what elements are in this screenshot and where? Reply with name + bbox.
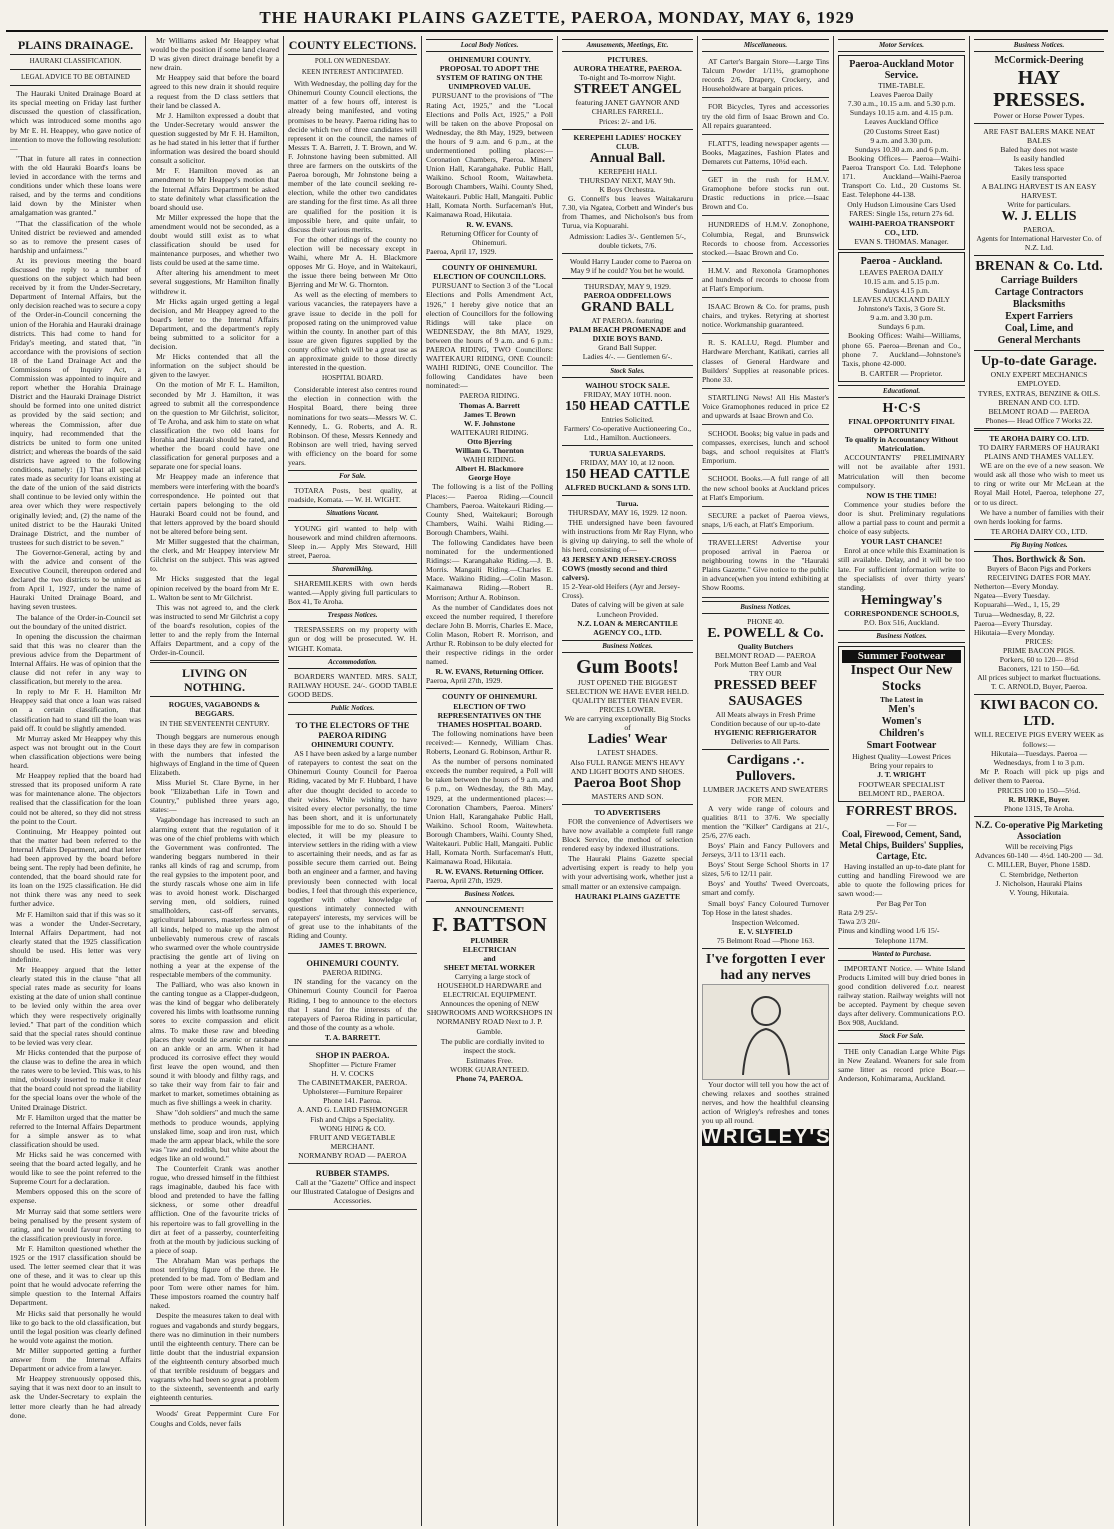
wood-price-line: Tawa 2/3 20/- <box>838 917 881 927</box>
business-notices-heading-8: Business Notices. <box>974 39 1104 52</box>
paragraph: Though beggars are numerous enough in these days they are few in comparison with the numbers that infested the highways of England in the time of Queen Elizabeth. <box>150 731 279 777</box>
riding-name: WAIHI RIDING. <box>463 455 516 465</box>
trade-line: and <box>483 953 496 963</box>
paragraph: As well as the electing of members to various vacancies, the ratepayers have a grave issue to decide in the poll for proposed rating on the unimproved value within the county. In another part of this issue are given figures supplied by the county office which will be a great use as an approximate guide to those directly interested in the question. <box>288 290 417 373</box>
shop-line: FRUIT AND VEGETABLE MERCHANT. <box>309 1132 396 1151</box>
shop-line: H. V. COCKS <box>331 1069 374 1079</box>
electors-notice: TO THE ELECTORS OF THE PAEROA RIDING OHINEMURI COUNTY. AS I have been asked by a large number of ratepayers to contest the seat on the Ohinemuri County Council for Paeroa Riding, vacated by Mr F. Hubbard, I have after due thought decided to accede to their wishes. While wishing to have visited every elector personally, the time has been short, and it is unfortunately impossible for me to do so. Should I be elected, it will be my pleasure to interview settlers in the riding with a view to ascertaining their needs, and as far as possible secure them carried out. Being both an engineer and a farmer, and having previously been connected with local bodies, I feel that through this experience, together with other knowledge of questions intimately connected with ratepayers' interests, my services will be of great use to the inhabitants of the Riding and County. JAMES T. BROWN. <box>288 718 417 954</box>
feature-line: Baled hay does not waste <box>1000 145 1078 155</box>
wood-price-line: Pinus and kindling wood 1/6 15/- <box>838 926 940 936</box>
masthead: THE HAURAKI PLAINS GAZETTE, PAEROA, MONDAY, MAY 6, 1929 <box>6 6 1108 32</box>
timetable-line: Sundays 6 p.m. <box>878 322 925 332</box>
timetable-line: LEAVES PAEROA DAILY <box>859 267 944 277</box>
woman-illustration-icon <box>702 984 829 1080</box>
paragraph: Mr Heappey said that before the board agreed to this new drain it should require a request from the D class settlers that their land be classed A. <box>150 73 279 110</box>
classified-text: TRESPASSERS on my property with gun or dog will be prosecuted. W. H. WIGHT. Komata. <box>288 625 417 653</box>
paragraph: Considerable interest also centres round the election in connection with the Hospital Board, there being three nominations for two seats—Messrs W. C. Kennedy, L. G. Roberts, and A. R. Robinson. Of these, Messrs Kennedy and Robinson are well tried, having served with efficiency on the board for some years. <box>288 385 417 468</box>
paragraph: Miss Muriel St. Clare Byrne, in her book "Elizabethan Life in Town and Country," published three years ago, states:— <box>150 778 279 815</box>
misc-item-text: ISAAC Brown & Co. for prams, push chairs, and trykes. Retyring at shortest notice. Workmanship guaranteed. <box>702 302 829 330</box>
article-title-living: LIVING ON NOTHING. <box>150 666 279 697</box>
paragraph: At its previous meeting the board discussed the reply to a number of questions on the subject which had been received by it from the Under-Secretary, Department of Internal Affairs, but the only decision reached was to secure a copy of the Order-in-Council concerning the union of the Horahia and Hauraki drainage districts. This had come to hand for Friday's meeting, and stated that, "in accordance with the provisions of section 18 of the Land Drainage Act and the Commissions of Inquiry Act, a Commission was appointed to inquire and report whether the Horahia Drainage District and the Hauraki Drainage District should be formed into one united district as provided by the said section; and whereas the Commission, after due inquiry, had recommended that the districts be united to form one united district; and whereas the boards of the said districts have agreed to the following conditions, namely: (1) That all special rates made as security for loans existing at the date of the union of the said districts shall continue to be levied only within the area over which they were respectively originally levied; and, (2) the name of the united district to be the Hauraki United Drainage District, and the number of trustees for such district to be seven." <box>10 255 141 547</box>
column-3 <box>284 36 422 1526</box>
shop-line: The CABINETMAKER, PAEROA. <box>297 1078 408 1088</box>
paragraph: Mr J. Hamilton expressed a doubt that the Under-Secretary would answer the question suggested by Mr F. H. Hamilton, as he had stated in his letter that if further information was desired the board should consult a solicitor. <box>150 110 279 166</box>
classified-text: TOTARA Posts, best quality, at roadside, Komata. — W. H. WIGHT. <box>288 486 417 505</box>
paragraph: Mr Heappey strenuously opposed this, saying that it was next door to an insult to ask the Under-Secretary to explain the letter more clearly than he had already done. <box>10 1374 141 1420</box>
motor-services-heading: Motor Services. <box>838 39 965 52</box>
timetable-line: Johnstone's Taxis, 3 Gore St. <box>857 304 946 314</box>
business-notices-heading: Business Notices. <box>426 888 553 901</box>
article-sub-hospital: HOSPITAL BOARD. <box>321 374 384 383</box>
article-body-continued <box>150 36 279 657</box>
amusements-heading: Amusements, Meetings, Etc. <box>562 39 693 52</box>
forrest-bros: FORREST BROS. <box>846 803 957 819</box>
barrett-notice: OHINEMURI COUNTY. PAEROA RIDING. IN standing for the vacancy on the Ohinemuri County Council for Paeroa Riding, I beg to announce to the electors that I stand for the interests of the ratepayers of Paeroa Riding in particular, and those of the county as a whole. T. A. BARRETT. <box>288 956 417 1046</box>
paragraph: Mr Miller supported getting a further answer from the Internal Affairs Department or advice from a lawyer. <box>10 1345 141 1374</box>
column-4: Local Body Notices. OHINEMURI COUNTY. PROPOSAL TO ADOPT THE SYSTEM OF RATING ON THE UNIMPROVED VALUE. PURSUANT to the provisions of "The Rating Act, 1925," and the "Local Elections and Polls Act, 1925," a Poll will be taken on the above Proposal on Wednesday, the 8th May, 1929, between the hours of 9 a.m. and 6 p.m., at the undermentioned polling places:—Coronation Chambers, Paeroa. Miners' Union Hall, Karangahake. Public Hall, Waikino. School Room, Waitawheta. Borough Chambers, Waihi. County Shed, Waitekauri. Public Hall, Mangaiti. Public Hall, Komata North. Surfaceman's Hut, Kaimanawa Road, Hikutaia. R. W. EVANS. Returning Officer for County of Ohinemuri. Paeroa, April 17, 1929. COUNTY OF OHINEMURI. ELECTION OF COUNCILLORS. PURSUANT to Section 3 of the "Local Elections and Polls Amendment Act, 1926," I hereby give notice that an election of Councillors for the following Ridings will take place on WEDNESDAY, the 8th MAY, 1929, between the hours of 9 a.m. and 6 p.m.: PAEROA RIDING, TWO Councillors: WAITEKAURI RIDING, ONE Council: WAIHI RIDING, ONE Councillor. The following Candidates have been nominated:— PAEROA RIDING. Thomas A. Barrett James T. Brown W. F. Johnstone WAITEKAURI RIDING. Otto Bjerring William G. Thornton WAIHI RIDING. Albert H. Blackmore George Hoye The following is a list of the Polling Places:— Paeroa Riding.—Council Chambers, Paeroa. Waitekauri Riding.— County Shed, Waitekauri; Borough Chambers, Waihi. Waihi Riding.—Borough Chambers, Waihi. The following Candidates have been nominated for the undermentioned Ridings:— Karangahake Riding.—J. B. Morris. Mangaiti Riding.—Charles E. Mace. Waikino Riding.—Colin Mason. Kaimanawa Riding.—Robert R. Morrison; Arthur A. Robinson. As the number of Candidates does not exceed the number required, I therefore declare John B. Morris, Charles E. Mace, Colin Mason, Robert R. Morrison, and Arthur R. Robinson to be duly elected for their respective ridings in the order named. R. W. EVANS, Returning Officer. Paeroa, April 27th, 1929. COUNTY OF OHINEMURI. ELECTION OF TWO REPRESENTATIVES ON THE THAMES HOSPITAL BOARD. The following nominations have been received:— Kennedy, William Chas. Roberts, Leonard G. Robinson, Arthur R. As the number of persons nominated exceeds the number required, a Poll will be taken between the hours of 9 a.m. and 6 p.m., on Wednesday, the 8th May, 1929, at the undermentioned places:— Coronation Chambers, Paeroa. Miners' Union Hall, Karangahake Public Hall, Waikino. School Room, Waitewheta. Borough Chambers, Waihi. County Shed, Waitekauri. Public Hall, Mangaiti. Public Hall, Komata North. Surfaceman's Hutt, Kaimanawa Road, Hikutaia. R. W. EVANS. Returning Officer. Paeroa, April 27th, 1929. Business Notices. ANNOUNCEMENT! F. BATTSON PLUMBER ELECTRICIAN and SHEET METAL WORKER Carrying a large stock of HOUSEHOLD HARDWARE and ELECTRICAL EQUIPMENT. Announces the opening of NEW SHOWROOMS AND WORKSHOPS IN NORMANBY ROAD Next to J. P. Gamble. The public are cordially invited to inspect the stock. Estimates Free. WORK GUARANTEED. Phone 74, PAEROA. <box>422 36 558 1526</box>
wrigleys-logo: WRIGLEY'S <box>702 1125 832 1148</box>
paragraph: After altering his amendment to meet several suggestions, Mr Hamilton finally withdrew it. <box>150 268 279 296</box>
paragraph: Continuing, Mr Heappey pointed out that the matter had been referred to the Internal Affairs Department, and that letter had been approved by the board before being sent. The reply had been definite, he contended, that the board should rate for its loan on the 1925 classification. He did not think there was any need to seek further advice. <box>10 826 141 909</box>
paragraph: With Wednesday, the polling day for the Ohinemuri County Council elections, the matter of a few hours off, interest is already being manifested, and voting promises to be heavy. Paeroa riding has to decide which two of three candidates will represent it on the council, the names of Messrs T. A. Barrett, J. T. Brown, and W. F. Johnstone having been submitted. All three are farmers on the outskirts of the Paeroa borough, Mr Johnstone being a member of the late council seeking re-election, while the other two candidates are standing for the first time. As all three are qualified for the position it is impossible here, and quite unfair, to discuss their various merits. <box>288 79 417 234</box>
wood-price-line: Rata 2/9 25/- <box>838 908 878 918</box>
motor-service-ad: Paeroa-Auckland Motor Service. TIME-TABLE. Leaves Paeroa Daily 7.30 a.m., 10.15 a.m. and 5.30 p.m. Sundays 10.15 a.m. and 4.15 p.m. Leaves Auckland Office (20 Customs Street East) 9 a.m. and 3.30 p.m. Sundays 10.30 a.m. and 6 p.m. Booking Offices— Paeroa—Waihi-Paeroa Transport Co. Ltd. Telephone 171. Auckland—Waihi-Paeroa Transport Co. Ltd., 20 Customs St. East. Telephone 44-138. Only Hudson Limousine Cars Used FARES: Single 15s, return 27s 6d. WAIHI-PAEROA TRANSPORT CO., LTD. EVAN S. THOMAS. Manager. <box>838 55 965 250</box>
paragraph: Mr F. Hamilton moved as an amendment to Mr Heappey's motion that the Internal Affairs Department be asked to state definitely what classification the board should use. <box>150 166 279 212</box>
receiving-date: Turua—Wednesday, 8, 22. <box>974 609 1055 619</box>
paragraph: Mr Hicks contended that the purpose of the clause was to define the area in which the rates were to be levied. This was, to his mind, obviously inserted to make it clear that the board could not spread the liability for the special loans over the whole of the United Drainage District. <box>10 1047 141 1112</box>
misc-item-text: HUNDREDS of H.M.V. Zonophone, Columbia, Regal, and Brunswick Records to choose from. Accessories stocked.—Isaac Brown and Co. <box>702 220 829 257</box>
article-sub-interest: KEEN INTEREST ANTICIPATED. <box>301 68 404 77</box>
paragraph: Mr F. Hamilton said that if this was so it was a wonder the Under-Secretary, Internal Affairs Department, had not clearly stated that the 1925 classification should be used. His letter was very indefinite. <box>10 909 141 964</box>
column-2 <box>146 36 284 1526</box>
article-title-elections: COUNTY ELECTIONS. <box>288 38 417 55</box>
misc-item <box>702 300 829 334</box>
shop-line: Fish and Chips a Speciality. <box>310 1114 395 1124</box>
misc-item <box>702 391 829 425</box>
paragraph: The Hauraki United Drainage Board at its special meeting on Friday last further discussed the question of classification, which was introduced some months ago by Mr E. H. Heappey, who gave notice of intention to move the following resolution:— <box>10 89 141 153</box>
paragraph: In reply to Mr F. H. Hamilton Mr Heappey said that once a loan was raised on a certain classification, that classification had to stand till the loan was paid off. It could be slightly amended. <box>10 687 141 733</box>
hay-presses-heading: HAY PRESSES. <box>993 67 1085 112</box>
paragraph: "That in future all rates in connection with the old Hauraki Board's loans be levied in accordance with the terms and conditions under which these loans were raised, and by the terms and conditions laid down by the Minister when amalgamation was granted." <box>10 153 141 218</box>
timetable-line: 9 a.m. and 3.30 p.m. <box>870 135 933 145</box>
footer-note: Woods' Great Peppermint Cure For Coughs and Colds, never fails <box>150 1409 279 1428</box>
misc-item-text: FLATT'S, leading newspaper agents — Books, Magazines, Fashion Plates and Demarets cut Patterns, 10½d each. <box>702 138 829 166</box>
cardigans-heading: Cardigans .·. Pullovers. <box>726 753 805 785</box>
trade-line: PLUMBER <box>470 935 509 945</box>
timetable-line: (20 Customs Street East) <box>863 126 940 136</box>
brenan-line: General Merchants <box>997 335 1081 347</box>
paragraph: Mr Hicks said he was concerned with seeing that the board acted legally, and he would like to see the point referred to the Supreme Court for a declaration. <box>10 1149 141 1187</box>
candidate-name: William G. Thornton <box>455 446 524 456</box>
column-5: Amusements, Meetings, Etc. PICTURES. AURORA THEATRE, PAEROA. To-night and To-morrow Night. STREET ANGEL featuring JANET GAYNOR AND CHARLES FARRELL. Prices: 2/- and 1/6. KEREPEHI LADIES' HOCKEY CLUB. Annual Ball. KEREPEHI HALL THURSDAY NEXT, MAY 9th. K Boys Orchestra. G. Connell's bus leaves Waitakaruru 7.30, via Ngatea, Corbett and Winder's bus from Thames, and Nicholson's bus from Turua, via Kopuarahi. Admission: Ladies 3/-. Gentlemen 5/-, double tickets, 7/6. Would Harry Lauder come to Paeroa on May 9 if he could? You bet he would. THURSDAY, MAY 9, 1929. PAEROA ODDFELLOWS GRAND BALL AT PAEROA. featuring PALM BEACH PROMENADE and DIXIE BOYS BAND. Grand Ball Supper. Ladies 4/-. — Gentlemen 6/-. Stock Sales. WAIHOU STOCK SALE. FRIDAY, MAY 10TH. noon. 150 HEAD CATTLE Entries Solicited. Farmers' Co-operative Auctioneering Co., Ltd., Hamilton. Auctioneers. TURUA SALEYARDS. FRIDAY, MAY 10, at 12 noon. 150 HEAD CATTLE ALFRED BUCKLAND & SONS LTD. Turua. THURSDAY, MAY 16, 1929. 12 noon. THE undersigned have been favoured with instructions from Mr Ray Flynn, who is giving up dairying, to sell the whole of his herd, consisting of— 43 JERSEY AND JERSEY-CROSS COWS (mostly second and third calvers). 15 2-Year-old Heifers (Ayr and Jersey-Cross). Dates of calving will be given at sale Luncheon Provided. N.Z. LOAN & MERCANTILE AGENCY CO., LTD. Business Notices. Gum Boots! JUST OPENED THE BIGGEST SELECTION WE HAVE EVER HELD. QUALITY BETTER THAN EVER. PRICES LOWER. We are carrying exceptionally Big Stocks of Ladies' Wear LATEST SHADES. Also FULL RANGE MEN'S HEAVY AND LIGHT BOOTS AND SHOES. Paeroa Boot Shop MASTERS AND SON. TO ADVERTISERS FOR the convenience of Advertisers we have now available a complete full range Block Service, the method of selection rendered easy by indexed illustrations. The Hauraki Plains Gazette special advertising expert is ready to help you with your advertising work, whether just a small matter or an extensive campaign. HAURAKI PLAINS GAZETTE <box>558 36 698 1526</box>
candidate-name: James T. Brown <box>463 409 516 419</box>
public-notices-heading: Public Notices. <box>288 702 417 715</box>
powell-name: E. POWELL & Co. <box>707 625 824 641</box>
classified-text: YOUNG girl wanted to help with housework and mind children afternoons. Sleep in.— Apply Mrs Steward, Hill street, Paeroa. <box>288 523 417 560</box>
timetable-line: Sundays 10.30 a.m. and 6 p.m. <box>854 144 949 154</box>
misc-item-text: STARTLING News! All His Master's Voice Gramophones reduced in price £2 and upwards at Isaac Brown and Co. <box>702 392 829 420</box>
classified-heading: Sharemilking. <box>288 563 417 576</box>
paragraph: On the motion of Mr F. L. Hamilton, seconded by Mr J. Hamilton, it was agreed to submit all the correspondence on the question to Mr Gilchrist, solicitor, of Te Aroha, and ask him to state on what classification the two old loans for Horahia and Hauraki should be rated, and whether the board could have one classification for general purposes and a separate one for special loans. <box>150 380 279 472</box>
classified-heading: For Sale. <box>288 470 417 483</box>
misc-item <box>702 100 829 134</box>
article-subhead: LEGAL ADVICE TO BE OBTAINED <box>21 73 130 82</box>
brenan-heading: BRENAN & Co. Ltd. <box>975 259 1103 275</box>
paragraph: Members opposed this on the score of expense. <box>10 1187 141 1206</box>
timetable-line: 10.15 a.m. and 5.15 p.m. <box>863 276 940 286</box>
paragraph: The Palliard, who was also known in the canting tongue as a Clapper-dudgeon, was the kind of beggar who deliberately covered his limbs with loathsome running sores to excite compassion and elicit alms. To make these raw and bleeding places they would tie arsenic or ratsbane on an ankle or an arm. When it had produced its corrosive effect they would first leave the open wound, and then sound it with bloody and filthy rags, and so take their way from fair to fair and market to market, sometimes obtaining as much as five shillings a week in charity. <box>150 980 279 1108</box>
paragraph: For the other ridings of the county no election will be necessary except in Waihi, where Mr A. H. Blackmore opposes Mr G. Hoye, and in Waitekauri, the issue there being between Mr Otto Bjerring and Mr W. G. Thornton. <box>288 234 417 290</box>
brenan-line: Blacksmiths <box>1012 299 1066 311</box>
paragraph: "That the classification of the whole United district be reviewed and amended so as to remove the present cases of hardship and unfairness." <box>10 218 141 255</box>
article-sub-poll: POLL ON WEDNESDAY. <box>314 57 391 65</box>
paeroa-auckland-ad: Paeroa - Auckland. LEAVES PAEROA DAILY 10.15 a.m. and 5.15 p.m. Sundays 4.15 p.m. LEAVES AUCKLAND DAILY Johnstone's Taxis, 3 Gore St. 9 a.m. and 3.30 p.m. Sundays 6 p.m. Booking Offices: Waihi—Williams, phone 65. Paeroa—Brenan and Co., phone 7. Auckland—Johnstone's Taxis, phone 42-000. B. CARTER — Proprietor. <box>838 252 965 382</box>
trade-line: SHEET METAL WORKER <box>443 962 536 972</box>
brenan-line: Expert Farriers <box>1005 311 1073 323</box>
misc-item-text: SECURE a packet of Paeroa views, snaps, 1/6 each, at Flatt's Emporium. <box>702 510 829 529</box>
misc-item <box>702 173 829 216</box>
classified-text: SHAREMILKERS with own herds wanted.—Apply giving full particulars to Box 41, Te Aroha. <box>288 578 417 607</box>
paragraph: Mr Miller suggested that the chairman, the clerk, and Mr Heappey interview Mr Gilchrist on the subject. This was agreed to. <box>150 537 279 574</box>
brenan-line: Cartage Contractors <box>994 287 1084 299</box>
misc-item <box>702 536 829 598</box>
classified-heading: Situations Vacant. <box>288 507 417 520</box>
misc-item-text: GET in the rush for H.M.V. Gramophone before stocks run out. Drastic reductions in price.—Isaac Brown and Co. <box>702 175 829 212</box>
misc-item-text: R. S. KALLU, Regd. Plumber and Hardware Merchant, Katikati, carries all classes of General Hardware and Builders' Supplies at reasonable prices. Phone 33. <box>702 338 829 384</box>
feature-line: Takes less space <box>1014 163 1064 173</box>
misc-item-text: AT Carter's Bargain Store—Large Tins Talcum Powder 1/11½, gramophone records 2/6, Drapery, Crockery, and Householdware at bargain prices. <box>702 57 829 94</box>
misc-item-text: SCHOOL Books.—A full range of all the new school books at Auckland prices at Flatt's Emporium. <box>702 474 829 502</box>
misc-item <box>702 137 829 171</box>
misc-item-text: SCHOOL Books; big value in pads and compasses, exercises, lunch and school bags, and school requisites at Flatt's Emporium. <box>702 429 829 466</box>
feature-line: Is easily handled <box>1013 154 1065 164</box>
misc-item <box>702 218 829 261</box>
shop-line: WONG HING & CO. <box>319 1123 386 1133</box>
paragraph: Despite the measures taken to deal with rogues and vagabonds and sturdy beggars, there was no diminution in their numbers until the eighteenth century. There can be little doubt that the industrial expansion of the eighteenth century absorbed much of that terrible residuum of beggars and vagrants who had been so great a problem to the sixteenth, seventeenth and early eighteenth centuries. <box>150 1311 279 1403</box>
footwear-line: Smart Footwear <box>866 740 937 752</box>
shop-line: Upholsterer—Furniture Repairer <box>302 1087 403 1097</box>
receiving-date: Kopuarahi—Wed., 1, 15, 29 <box>974 600 1060 610</box>
classified-heading: Accommodation. <box>288 656 417 669</box>
receiving-date: Netherton—Every Monday. <box>974 582 1059 592</box>
candidate-name: Otto Bjerring <box>467 436 512 446</box>
riding-name: WAITEKAURI RIDING. <box>450 427 529 437</box>
paragraph: Mr Heappey replied that the board had stressed that its proposed uniform A rate was for maintenance alone. The objectors realised that the classification for the loan could not be altered, so they did not stress the point to the Court. <box>10 771 141 826</box>
summer-footwear-ad: Summer Footwear Inspect Our New Stocks The Latest in Men's Women's Children's Smart Footwear Highest Quality—Lowest Prices Bring your repairs to J. T. WRIGHT FOOTWEAR SPECIALIST BELMONT RD., PAEROA. <box>838 646 965 802</box>
shop-line: A. AND G. LAIRD FISHMONGER <box>297 1105 408 1115</box>
candidate-name: George Hoye <box>468 473 511 483</box>
timetable-line: 7.30 a.m., 10.15 a.m. and 5.30 p.m. <box>847 99 956 109</box>
footwear-line: Children's <box>879 728 924 740</box>
article-body-elections <box>288 79 417 372</box>
paragraph: The Abraham Man was perhaps the most terrifying figure of the three. He pretended to be mad. Tom o' Bedlam and poor Tom were other names for him. These impostors roamed the country half naked. <box>150 1255 279 1311</box>
ridings-list <box>426 391 553 482</box>
timetable-line: Sundays 4.15 p.m. <box>873 285 930 295</box>
candidate-name: Thomas A. Barrett <box>459 400 520 410</box>
column-7: Motor Services. Paeroa-Auckland Motor Service. TIME-TABLE. Leaves Paeroa Daily 7.30 a.m., 10.15 a.m. and 5.30 p.m. Sundays 10.15 a.m. and 4.15 p.m. Leaves Auckland Office (20 Customs Street East) 9 a.m. and 3.30 p.m. Sundays 10.30 a.m. and 6 p.m. Booking Offices— Paeroa—Waihi-Paeroa Transport Co. Ltd. Telephone 171. Auckland—Waihi-Paeroa Transport Co. Ltd., 20 Customs St. East. Telephone 44-138. Only Hudson Limousine Cars Used FARES: Single 15s, return 27s 6d. WAIHI-PAEROA TRANSPORT CO., LTD. EVAN S. THOMAS. Manager. Paeroa - Auckland. LEAVES PAEROA DAILY 10.15 a.m. and 5.15 p.m. Sundays 4.15 p.m. LEAVES AUCKLAND DAILY Johnstone's Taxis, 3 Gore St. 9 a.m. and 3.30 p.m. Sundays 6 p.m. Booking Offices: Waihi—Williams, phone 65. Paeroa—Brenan and Co., phone 7. Auckland—Johnstone's Taxis, phone 42-000. B. CARTER — Proprietor. Educational. H·C·S FINAL OPPORTUNITY FINAL OPPORTUNITY To qualify in Accountancy Without Matriculation. ACCOUNTANTS' PRELIMINARY will not be available after 1931. Matriculation will then become compulsory. NOW IS THE TIME! Commence your studies before the door is shut. Preliminary regulations allow a partial pass to count and permit a choice of easy subjects. YOUR LAST CHANCE! Enrol at once while this Examination is still available. Delay, and it will be too late. For sufficient information write to the specialists of over thirty years' standing. Hemingway's CORRESPONDENCE SCHOOLS, P.O. Box 516, Auckland. Business Notices. Summer Footwear Inspect Our New Stocks The Latest in Men's Women's Children's Smart Footwear Highest Quality—Lowest Prices Bring your repairs to J. T. WRIGHT FOOTWEAR SPECIALIST BELMONT RD., PAEROA. FORREST BROS. — For — Coal, Firewood, Cement, Sand, Metal Chips, Builders' Supplies, Cartage, Etc. Having installed an up-to-date plant for cutting and handling Firewood we are able to quote the following prices for sawn wood:— Per Bag Per Ton Rata 2/9 25/- Tawa 2/3 20/- Pinus and kindling wood 1/6 15/- Telephone 117M. Wanted to Purchase. IMPORTANT Notice. — White Island Products Limited will buy dried bones in good condition delivered f.o.r. nearest railway station. Railway weights will not be accepted. Payment by cheque seven days after delivery. Communications P.O. Box 908, Auckland. Stock For Sale. THE only Canadian Large White Pigs in New Zealand. Weaners for sale from same litter as record price Boar.—Anderson, Kohimarama, Auckland. <box>834 36 970 1526</box>
brenan-line: Carriage Builders <box>1000 275 1078 287</box>
trade-line: ELECTRICIAN <box>462 944 517 954</box>
gum-boots-heading: Gum Boots! <box>576 655 679 678</box>
brenan-line: Coal, Lime, and <box>1004 323 1074 335</box>
misc-item <box>702 509 829 534</box>
paragraph: In opening the discussion the chairman said that this was no clearer than the previous advice from the Department of Internal Affairs. He was of opinion that the clause did not refer in any way to classification, but merely to the area. <box>10 631 141 687</box>
classified-heading: Trespass Notices. <box>288 609 417 622</box>
paragraph: The balance of the Order-in-Council set out the boundary of the united district. <box>10 612 141 631</box>
rubber-stamps-ad: RUBBER STAMPS. Call at the "Gazette" Office and inspect our Illustrated Catalogue of Designs and Accessories. <box>288 1166 417 1210</box>
misc-item <box>702 55 829 98</box>
misc-item <box>702 264 829 298</box>
classifieds <box>288 470 417 699</box>
shop-line: Phone 141. Paeroa. <box>323 1096 382 1106</box>
paragraph: Mr Heappey made an inference that members were interfering with the board's correspondence. He pointed out that certain papers belonging to the old Hauraki Board could not be found, and that letters approved by the board should not be altered before being sent. <box>150 472 279 536</box>
paragraph: Mr F. Hamilton questioned whether the 1925 or the 1917 classification should be used. The letter seemed clear that it was one of these, and it was to clear up this point that he would advocate referring the simple question to the Internal Affairs Department. <box>10 1243 141 1308</box>
timetable-line: Leaves Paeroa Daily <box>870 90 933 100</box>
paragraph: The Governor-General, acting by and with the advice and consent of the Executive Council, thereupon ordered and declared the two districts to be united as from April 1, 1927, under the name of Hauraki United Drainage Board, and having seven trustees. <box>10 547 141 612</box>
column-6: Miscellaneous. AT Carter's Bargain Store—Large Tins Talcum Powder 1/11½, gramophone records 2/6, Drapery, Crockery, and Householdware at bargain prices. FOR Bicycles, Tyres and accessories try the old firm of Isaac Brown and Co. All repairs guaranteed. FLATT'S, leading newspaper agents — Books, Magazines, Fashion Plates and Demarets cut Patterns, 10½d each. GET in the rush for H.M.V. Gramophone before stocks run out. Drastic reductions in price.—Isaac Brown and Co. HUNDREDS of H.M.V. Zonophone, Columbia, Regal, and Brunswick Records to choose from. Accessories stocked.—Isaac Brown and Co. H.M.V. and Rexonola Gramophones and hundreds of records to choose from at Flatt's Emporium. ISAAC Brown & Co. for prams, push chairs, and trykes. Retyring at shortest notice. Workmanship guaranteed. R. S. KALLU, Regd. Plumber and Hardware Merchant, Katikati, carries all classes of General Hardware and Builders' Supplies at reasonable prices. Phone 33. STARTLING News! All His Master's Voice Gramophones reduced in price £2 and upwards at Isaac Brown and Co. SCHOOL Books; big value in pads and compasses, exercises, lunch and school bags, and school requisites at Flatt's Emporium. SCHOOL Books.—A full range of all the new school books at Auckland prices at Flatt's Emporium. SECURE a packet of Paeroa views, snaps, 1/6 each, at Flatt's Emporium. TRAVELLERS! Advertise your proposed arrival in Paeroa or neighbouring towns in the "Hauraki Plains Gazette." Give notice to the public in advance(when you intend exhibiting at Show Rooms. Business Notices. PHONE 40. E. POWELL & Co. Quality Butchers BELMONT ROAD — PAEROA Pork Mutton Beef Lamb and Veal TRY OUR PRESSED BEEF SAUSAGES All Meats always in Fresh Prime Condition because of our up-to-date HYGIENIC REFRIGERATOR Deliveries to All Parts. Cardigans .·. Pullovers. LUMBER JACKETS AND SWEATERS FOR MEN. A very wide range of colours and qualities 8/11 to 37/6. We specially mention the "Kilker" Cardigans at 21/-, 25/6, 27/6 each. Boys' Plain and Fancy Pullovers and Jerseys, 3/11 to 13/11 each. Boys' Stout Serge School Shorts in 17 sizes, 5/6 to 12/11 pair. Boys' and Youths' Tweed Overcoats, smart and comfy. Small boys' Fancy Coloured Turnover Top Hose in the latest shades. Inspection Welcomed. E. V. SLYFIELD 75 Belmont Road —Phone 163. I've forgotten I ever had any nerves Your doctor will tell you how the act of chewing relaxes and soothes strained nerves, and how the healthful cleansing action of Wrigley's refreshes and tones you up all round. WRIGLEY'S <box>698 36 834 1526</box>
timetable-line: LEAVES AUCKLAND DAILY <box>853 295 950 305</box>
film-title: STREET ANGEL <box>573 82 682 98</box>
receiving-date: Ngatea—Every Tuesday. <box>974 591 1050 601</box>
misc-heading: Miscellaneous. <box>702 39 829 52</box>
shop-line: Shopfitter — Picture Framer <box>308 1060 397 1069</box>
paragraph: The Counterfeit Crank was another rogue, who dressed himself in the filthiest rags imaginable, daubed his face with blood and pretended to have the falling sickness, or some other dreadful affliction. One of the favourite tricks of his repertoire was to fall grovelling in the dirt at feet of a passerby, counterfeiting froth at the mouth by judicious sucking of a piece of soap. <box>150 1163 279 1255</box>
paragraph: Mr Miller expressed the hope that the amendment would not be seconded, as a doubt would still exist as to what classification should be used for maintenance purposes, and whether two lists could be used at the same time. <box>150 212 279 268</box>
misc-list <box>702 55 829 597</box>
receiving-date: Paeroa—Every Thursday. <box>974 618 1053 628</box>
paragraph: Mr Hicks suggested that the legal opinion received by the board from Mr E. L. Walton be sent to Mr Gilchrist. <box>150 574 279 602</box>
paragraph: Mr Hicks again urged getting a legal decision, and Mr Heappey agreed to the board's letter to the Internal Affairs Department, and the department's reply being submitted to a solicitor for a decision. <box>150 296 279 352</box>
article-subtitle: HAURAKI CLASSIFICATION. <box>29 57 122 65</box>
shop-line: NORMANBY ROAD — PAEROA <box>298 1150 407 1160</box>
article-body-living <box>150 732 279 1403</box>
paragraph: Mr Hicks said that personally he would like to go back to the old classification, but until the legal position was clearly defined he would vote against the motion. <box>10 1308 141 1345</box>
paragraph: Mr F. Hamilton urged that the matter be referred to the Internal Affairs Department for a simple answer as to what classification should be used. <box>10 1112 141 1149</box>
paragraph: Mr Williams asked Mr Heappey what would be the position if some land cleared D was given direct drainage benefit by a new drain. <box>150 36 279 73</box>
footwear-line: Women's <box>881 716 922 728</box>
paragraph: Vagabondage has increased to such an alarming extent that the regulation of it was one of the chief problems with which the Government was confronted. The wandering beggars numbered in their ranks all kinds of rag and scrump, from the real gypsies to the impotent poor, and the sturdy rascals whose one aim in life was to avoid honest work. Discharged serving men, old soldiers, ruined smallholders, cast-off servants, agricultural labourers, masterless men of all kinds, helped to make up the almost unbelievably numerous crew of rascals who swarmed over the whole countryside practising the gentle art of living on nothing a year at the expense of the respectable members of the community. <box>150 815 279 979</box>
timetable-line: Sundays 10.15 a.m. and 4.15 p.m. <box>849 108 954 118</box>
paragraph: This was not agreed to, and the clerk was instructed to send Mr Gilchrist a copy of the board's resolution, copies of the letter to and the reply from the Internal Affairs Department, and a copy of the Order-in-Council. <box>150 602 279 658</box>
column-8: Business Notices. McCormick-Deering HAY PRESSES. Power or Horse Power Types. ARE FAST BALERS MAKE NEAT BALES Baled hay does not waste Is easily handled Takes less space Easily transported A BALING HARVEST IS AN EASY HARVEST. Write for particulars. W. J. ELLIS PAEROA. Agents for International Harvester Co. of N.Z. Ltd. BRENAN & Co. Ltd. Carriage Builders Cartage Contractors Blacksmiths Expert Farriers Coal, Lime, and General Merchants Up-to-date Garage. ONLY EXPERT MECHANICS EMPLOYED. TYRES, EXTRAS, BENZINE & OILS. BRENAN AND CO. LTD. BELMONT ROAD — PAEROA Phones— Head Office 7 Works 22. TE AROHA DAIRY CO. LTD. TO DAIRY FARMERS OF HAURAKI PLAINS AND THAMES VALLEY. WE are on the eve of a new season. We would ask all those who wish to meet us to ring or write our Mr McLean at the Royal Mail Hotel, Paeroa, telephone 27, or to us direct. We have a number of families with their own herds looking for farms. TE AROHA DAIRY CO., LTD. Pig Buying Notices. Thos. Borthwick & Son. Buyers of Bacon Pigs and Porkers RECEIVING DATES FOR MAY. Netherton—Every Monday. Ngatea—Every Tuesday. Kopuarahi—Wed., 1, 15, 29 Turua—Wednesday, 8, 22. Paeroa—Every Thursday. Hikutaia—Every Monday. PRICES: PRIME BACON PIGS. Porkers, 60 to 120— 8½d Baconers, 121 to 150—6d. All prices subject to market fluctuations. T. C. ARNOLD, Buyer, Paeroa. KIWI BACON CO. LTD. WILL RECEIVE PIGS EVERY WEEK as follows:— Hikutaia—Tuesdays. Paeroa — Wednesdays, from 1 to 3 p.m. Mr P. Roach will pick up pigs and deliver them to Paeroa. PRICES 100 to 150—5½d. R. BURKE, Buyer. Phone 131S, Te Aroha. N.Z. Co-operative Pig Marketing Association Will be receiving Pigs Advances 60-140 — 4½d. 140-200 — 3d. C. MILLER, Buyer, Phone 158D. C. Stembridge, Netherton J. Nicholson, Hauraki Plains V. Young, Hikutaia. <box>974 41 1104 897</box>
rating-proposal: PROPOSAL TO ADOPT THE SYSTEM OF RATING ON THE UNIMPROVED VALUE. <box>436 64 543 92</box>
feature-line: Easily transported <box>1011 172 1067 182</box>
article-subtitle-rogues: ROGUES, VAGABONDS & BEGGARS. <box>168 700 261 719</box>
timetable-line: Leaves Auckland Office <box>864 117 939 127</box>
misc-item-text: TRAVELLERS! Advertise your proposed arrival in Paeroa or neighbouring towns in the "Hauraki Plains Gazette." Give notice to the public in advance(when you intend exhibiting at Show Rooms. <box>702 537 829 593</box>
misc-item <box>702 472 829 506</box>
footwear-line: Men's <box>888 704 915 716</box>
paragraph: Shaw "doh soldiers" and much the same methods to produce wounds, applying unslaked lime, soap and iron rust, which made the arm appear black, while the sore was "raw and reddish, but white about the edges like an old wound." <box>150 1108 279 1163</box>
misc-item-text: H.M.V. and Rexonola Gramophones and hundreds of records to choose from at Flatt's Emporium. <box>702 265 829 293</box>
paragraph: Mr Murray said that some settlers were being penalised by the present system of rating, and he would favour reverting to the classification previously in force. <box>10 1206 141 1243</box>
shop-in-paeroa: SHOP IN PAEROA. Shopfitter — Picture Framer H. V. COCKS The CABINETMAKER, PAEROA. Upholsterer—Furniture Repairer Phone 141. Paeroa. A. AND G. LAIRD FISHMONGER Fish and Chips a Speciality. WONG HING & CO. FRUIT AND VEGETABLE MERCHANT. NORMANBY ROAD — PAEROA <box>288 1048 417 1164</box>
battson-name: F. BATTSON <box>432 913 547 936</box>
misc-item <box>702 336 829 388</box>
candidate-name: W. F. Johnstone <box>463 418 516 428</box>
timetable-line: 9 a.m. and 3.30 p.m. <box>870 313 933 323</box>
riding-name: PAEROA RIDING. <box>459 391 520 401</box>
article-title-drainage: PLAINS DRAINAGE. <box>10 38 141 55</box>
classified-text: BOARDERS WANTED. MRS. SALT, RAILWAY HOUSE. 24/-. GOOD TABLE GOOD BEDS. <box>288 671 417 699</box>
paragraph: Mr Hicks contended that all the information on the subject should be given to the lawyer. <box>150 352 279 380</box>
article-subtitle-century: IN THE SEVENTEENTH CENTURY. <box>159 720 270 729</box>
hcs-logo-icon: H·C·S <box>882 401 921 416</box>
misc-item-text: FOR Bicycles, Tyres and accessories try the old firm of Isaac Brown and Co. All repairs guaranteed. <box>702 102 829 130</box>
paragraph: Mr Murray asked Mr Heappey why this aspect was not brought out in the Court when classification objections were being heard. <box>10 733 141 771</box>
misc-item <box>702 427 829 470</box>
candidate-name: Albert H. Blackmore <box>455 464 524 474</box>
wrigleys-headline: I've forgotten I ever had any nerves <box>705 952 826 984</box>
article-body <box>10 89 141 1420</box>
paragraph: Mr Heappey argued that the letter clearly stated this in the clause "that all special rates made as security for loans existing at the date of union shall continue to be levied only within the area over which they were respectively originally levied." That part of the condition which said that the special rates should continue to be levied was very clear. <box>10 965 141 1047</box>
columns <box>6 36 1108 1526</box>
local-body-notices-heading: Local Body Notices. <box>426 39 553 52</box>
receiving-date: Hikutaia—Every Monday. <box>974 627 1055 637</box>
column-1 <box>6 36 146 1526</box>
article-body-hospital <box>288 385 417 467</box>
